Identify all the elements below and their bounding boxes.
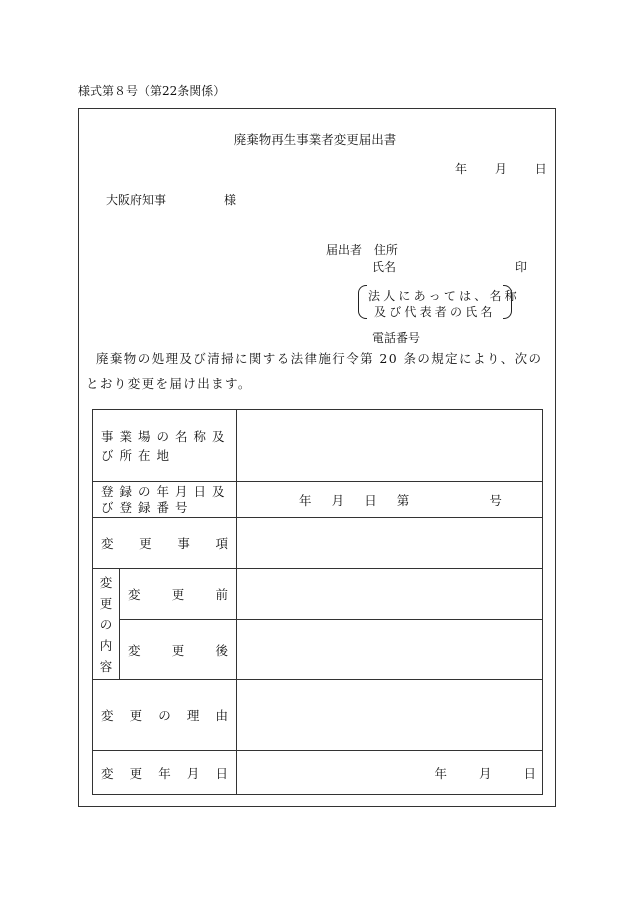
reg-go: 号: [489, 492, 502, 508]
corporate-note: [358, 285, 520, 319]
corporate-note-line1: 法人にあっては、名称: [368, 289, 520, 303]
change-items-label: [93, 518, 237, 569]
change-date-field[interactable]: [237, 751, 543, 795]
right-bracket: [503, 285, 512, 319]
date-day-label: 日: [534, 162, 547, 176]
reg-dai: 第: [396, 492, 410, 508]
after-char: 更: [171, 642, 185, 658]
change-date-char: 変: [101, 765, 114, 781]
before-char: 更: [171, 587, 185, 602]
change-content-char: 内: [99, 637, 113, 653]
change-date-char: 更: [129, 765, 143, 781]
change-date-char: 日: [215, 765, 228, 781]
corporate-note-line2: 及び代表者の氏名: [374, 305, 496, 319]
change-month: 月: [478, 765, 492, 781]
change-items-field[interactable]: [237, 518, 543, 569]
form-number: 様式第８号（第22条関係）: [78, 84, 226, 98]
reason-char: 変: [101, 708, 114, 723]
reason-char: 由: [215, 708, 228, 723]
change-year: 年: [434, 765, 447, 781]
reg-empty-gap: [429, 491, 469, 509]
date-month-label: 月: [494, 162, 507, 176]
reg-day: 日: [364, 492, 377, 508]
change-day: 日: [523, 765, 536, 781]
phone-label: 電話番号: [372, 331, 421, 345]
change-content-char: 更: [99, 595, 113, 611]
change-content-label: [93, 569, 120, 680]
reason-label: [93, 680, 237, 751]
change-content-char: の: [99, 616, 113, 632]
name-label: 氏名: [372, 260, 397, 274]
change-date-char: 月: [186, 765, 200, 781]
applicant-address-row[interactable]: [326, 241, 398, 258]
addressee-suffix: 様: [224, 193, 237, 207]
after-char: 変: [128, 642, 141, 658]
before-char: 前: [215, 587, 228, 602]
change-items-char: 変: [101, 536, 114, 551]
before-field[interactable]: [237, 569, 543, 620]
before-char: 変: [128, 587, 141, 602]
change-date-char: 年: [158, 765, 171, 781]
date-year-label: 年: [455, 162, 468, 176]
reason-char: 理: [186, 708, 200, 723]
after-char: 後: [215, 642, 228, 658]
submission-date[interactable]: [455, 160, 547, 177]
applicant-name-row[interactable]: [372, 258, 528, 275]
body-text: [86, 346, 546, 396]
change-date-label: [93, 751, 237, 795]
reason-char: の: [158, 708, 171, 723]
change-items-char: 項: [215, 536, 228, 551]
applicant-label: 届出者: [326, 243, 363, 257]
body-sentence: 廃棄物の処理及び清掃に関する法律施行令第 20 条の規定により、次のとおり変更を届け出ます。: [86, 351, 543, 391]
address-label: 住所: [373, 243, 398, 257]
addressee: [106, 191, 237, 208]
form-title: 廃棄物再生事業者変更届出書: [233, 132, 397, 147]
after-field[interactable]: [237, 620, 543, 680]
change-details-table: [92, 409, 543, 795]
reason-char: 更: [129, 708, 143, 723]
change-content-char: 変: [99, 574, 113, 590]
left-bracket: [358, 285, 367, 319]
facility-field[interactable]: [237, 410, 543, 482]
seal-label: 印: [515, 260, 528, 274]
change-items-char: 事: [177, 536, 190, 551]
registration-label: 登録の年月日及び登録番号: [93, 482, 237, 518]
registration-field[interactable]: [237, 482, 543, 518]
reason-field[interactable]: [237, 680, 543, 751]
addressee-name: 大阪府知事: [106, 193, 167, 207]
reg-month: 月: [331, 492, 345, 508]
reg-year: 年: [299, 492, 312, 508]
change-items-char: 更: [139, 536, 152, 551]
change-content-char: 容: [99, 658, 113, 674]
before-label: [120, 569, 237, 620]
facility-label: 事業場の名称及び所在地: [93, 410, 237, 482]
after-label: [120, 620, 237, 680]
